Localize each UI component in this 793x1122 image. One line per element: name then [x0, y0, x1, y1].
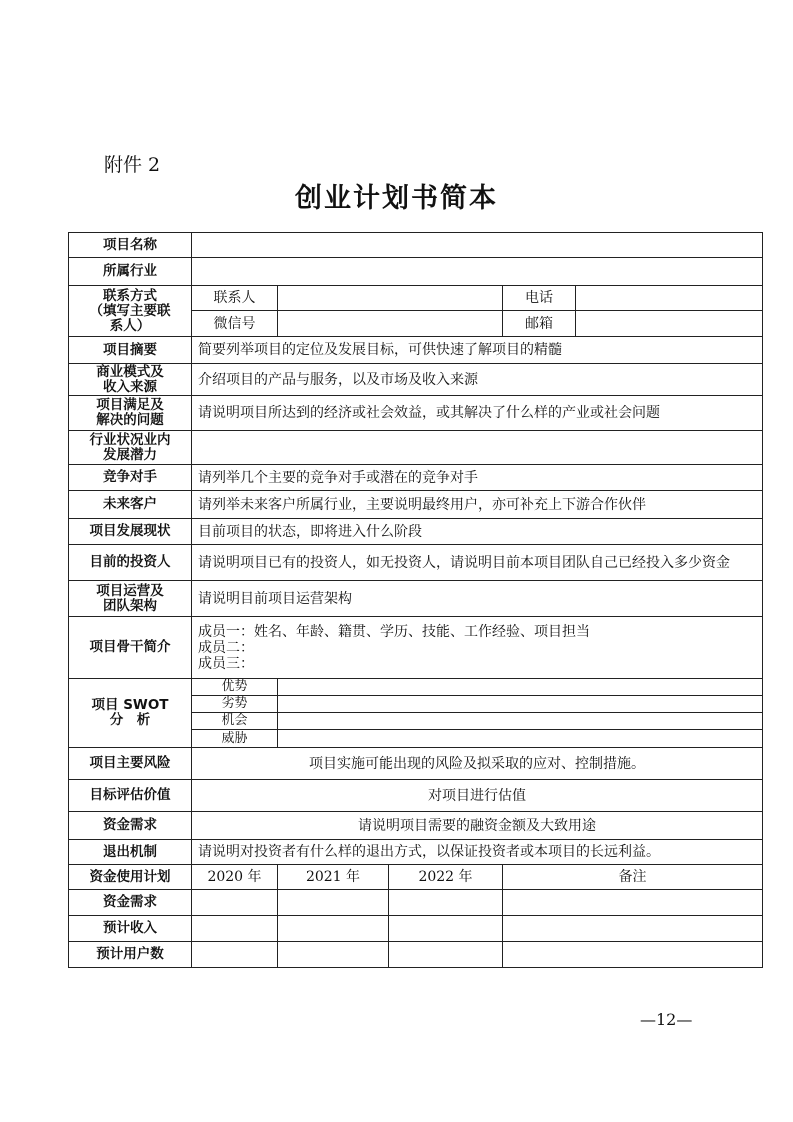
row-fund-plan-header — [69, 865, 763, 890]
fund-plan-cell[interactable] — [389, 890, 503, 916]
fund-plan-year-3: 2022 年 — [389, 865, 503, 890]
row-fund-plan-funding — [69, 890, 763, 916]
fund-plan-cell[interactable] — [503, 942, 763, 968]
core-members-text — [192, 617, 763, 679]
swot-label — [69, 679, 192, 748]
competitors-text: 请列举几个主要的竞争对手或潜在的竞争对手 — [192, 465, 763, 491]
swot-label-line-2: 分 析 — [109, 712, 151, 728]
future-customers-label: 未来客户 — [69, 491, 192, 519]
core-member-line-1: 成员一：姓名、年龄、籍贯、学历、技能、工作经验、项目担当 — [198, 623, 590, 640]
fund-plan-remark: 备注 — [503, 865, 763, 890]
funding-label: 资金需求 — [69, 812, 192, 840]
fund-plan-cell[interactable] — [389, 916, 503, 942]
core-member-line-2: 成员二： — [198, 639, 254, 656]
investors-label: 目前的投资人 — [69, 545, 192, 581]
row-contact-1 — [69, 286, 763, 311]
fund-plan-cell[interactable] — [278, 916, 389, 942]
risks-label: 项目主要风险 — [69, 748, 192, 780]
row-summary — [69, 337, 763, 364]
email-label: 邮箱 — [503, 311, 576, 337]
core-members-label: 项目骨干简介 — [69, 617, 192, 679]
fund-plan-cell[interactable] — [192, 942, 278, 968]
project-name-label: 项目名称 — [69, 233, 192, 258]
valuation-label: 目标评估价值 — [69, 780, 192, 812]
phone-value[interactable] — [576, 286, 763, 311]
row-investors — [69, 545, 763, 581]
fund-plan-row-revenue-label: 预计收入 — [69, 916, 192, 942]
business-model-label — [69, 364, 192, 396]
business-model-text: 介绍项目的产品与服务，以及市场及收入来源 — [192, 364, 763, 396]
row-funding — [69, 812, 763, 840]
fund-plan-cell[interactable] — [503, 916, 763, 942]
fund-plan-label: 资金使用计划 — [69, 865, 192, 890]
industry-value[interactable] — [192, 258, 763, 286]
contact-person-label: 联系人 — [192, 286, 278, 311]
row-swot-strengths — [69, 679, 763, 696]
contact-person-value[interactable] — [278, 286, 503, 311]
contact-label-line-1: 联系方式 — [103, 287, 157, 304]
summary-text: 简要列举项目的定位及发展目标，可供快速了解项目的精髓 — [192, 337, 763, 364]
project-name-value[interactable] — [192, 233, 763, 258]
phone-label: 电话 — [503, 286, 576, 311]
operations-label — [69, 581, 192, 617]
row-industry-status — [69, 431, 763, 465]
development-status-label: 项目发展现状 — [69, 519, 192, 545]
row-industry — [69, 258, 763, 286]
wechat-label: 微信号 — [192, 311, 278, 337]
operations-text: 请说明目前项目运营架构 — [192, 581, 763, 617]
problem-label-line-1: 项目满足及 — [96, 397, 164, 413]
row-exit — [69, 840, 763, 865]
industry-status-value[interactable] — [192, 431, 763, 465]
row-fund-plan-revenue — [69, 916, 763, 942]
future-customers-text: 请列举未来客户所属行业，主要说明最终用户，亦可补充上下游合作伙伴 — [192, 491, 763, 519]
operations-label-line-2: 团队架构 — [103, 597, 157, 614]
swot-threats-value[interactable] — [278, 730, 763, 748]
fund-plan-row-funding-label: 资金需求 — [69, 890, 192, 916]
competitors-label: 竞争对手 — [69, 465, 192, 491]
email-value[interactable] — [576, 311, 763, 337]
swot-threats-label: 威胁 — [192, 730, 278, 748]
investors-text: 请说明项目已有的投资人，如无投资人，请说明目前本项目团队自己已经投入多少资金 — [192, 545, 763, 581]
row-core-members — [69, 617, 763, 679]
contact-label-line-3: 系人） — [109, 317, 151, 334]
core-member-line-3: 成员三： — [198, 655, 254, 672]
wechat-value[interactable] — [278, 311, 503, 337]
swot-label-line-1: 项目 SWOT — [91, 697, 169, 713]
exit-text: 请说明对投资者有什么样的退出方式，以保证投资者或本项目的长远利益。 — [192, 840, 763, 865]
row-operations — [69, 581, 763, 617]
swot-opportunities-value[interactable] — [278, 713, 763, 730]
row-risks — [69, 748, 763, 780]
risks-text: 项目实施可能出现的风险及拟采取的应对、控制措施。 — [192, 748, 763, 780]
fund-plan-cell[interactable] — [389, 942, 503, 968]
development-status-text: 目前项目的状态，即将进入什么阶段 — [192, 519, 763, 545]
problem-text: 请说明项目所达到的经济或社会效益，或其解决了什么样的产业或社会问题 — [192, 396, 763, 431]
attachment-label: 附件 2 — [104, 154, 161, 176]
page-number: —12— — [640, 1010, 693, 1029]
fund-plan-row-users-label: 预计用户数 — [69, 942, 192, 968]
industry-status-label-line-2: 发展潜力 — [103, 446, 157, 463]
business-model-label-line-2: 收入来源 — [103, 378, 157, 395]
swot-weaknesses-label: 劣势 — [192, 696, 278, 713]
business-plan-table — [68, 232, 763, 968]
valuation-text: 对项目进行估值 — [192, 780, 763, 812]
industry-status-label-line-1: 行业状况业内 — [89, 431, 171, 448]
row-business-model — [69, 364, 763, 396]
summary-label: 项目摘要 — [69, 337, 192, 364]
fund-plan-year-2: 2021 年 — [278, 865, 389, 890]
row-future-customers — [69, 491, 763, 519]
row-development-status — [69, 519, 763, 545]
industry-label: 所属行业 — [69, 258, 192, 286]
fund-plan-cell[interactable] — [278, 890, 389, 916]
fund-plan-cell[interactable] — [503, 890, 763, 916]
contact-label-line-2: （填写主要联 — [89, 302, 171, 319]
operations-label-line-1: 项目运营及 — [96, 582, 164, 599]
fund-plan-cell[interactable] — [192, 890, 278, 916]
row-project-name — [69, 233, 763, 258]
row-valuation — [69, 780, 763, 812]
funding-text: 请说明项目需要的融资金额及大致用途 — [192, 812, 763, 840]
row-problem — [69, 396, 763, 431]
page-title: 创业计划书简本 — [295, 183, 498, 214]
row-competitors — [69, 465, 763, 491]
swot-strengths-value[interactable] — [278, 679, 763, 696]
industry-status-label — [69, 431, 192, 465]
fund-plan-cell[interactable] — [192, 916, 278, 942]
fund-plan-year-1: 2020 年 — [192, 865, 278, 890]
fund-plan-cell[interactable] — [278, 942, 389, 968]
row-fund-plan-users — [69, 942, 763, 968]
swot-strengths-label: 优势 — [192, 679, 278, 696]
swot-opportunities-label: 机会 — [192, 713, 278, 730]
problem-label-line-2: 解决的问题 — [96, 412, 164, 428]
business-model-label-line-1: 商业模式及 — [96, 363, 164, 380]
problem-label — [69, 396, 192, 431]
contact-label — [69, 286, 192, 337]
swot-weaknesses-value[interactable] — [278, 696, 763, 713]
exit-label: 退出机制 — [69, 840, 192, 865]
